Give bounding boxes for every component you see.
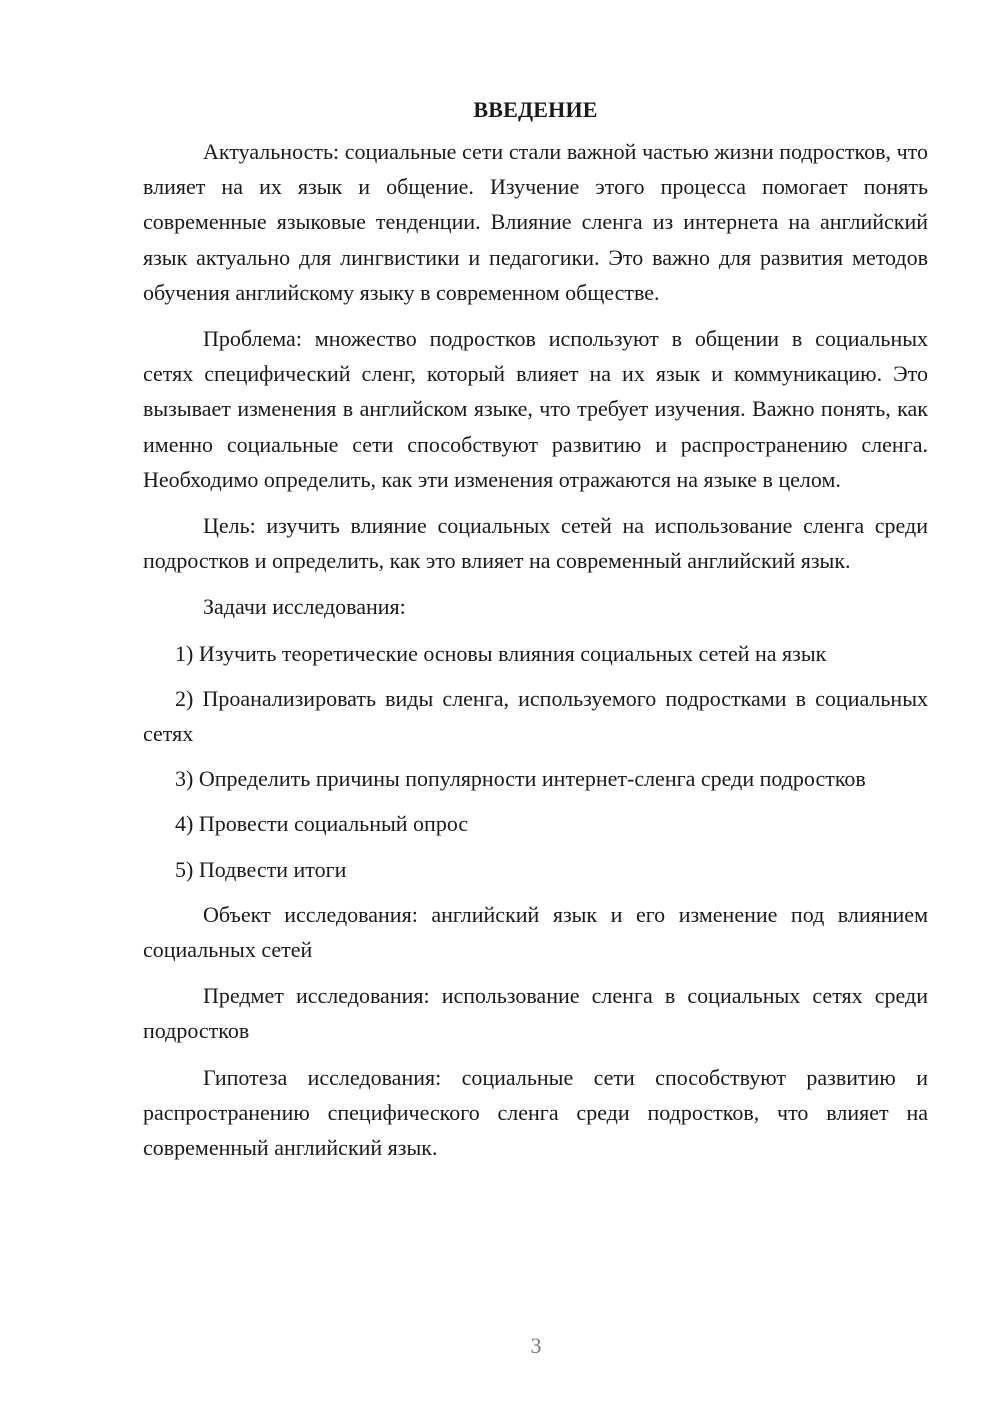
task-item-4: 4) Провести социальный опрос [175,811,469,837]
task-item-1: 1) Изучить теоретические основы влияния социальных сетей на язык [175,640,827,666]
goal-paragraph: Цель: изучить влияние социальных сетей на использование сленга среди подростков и определить, как это влияет на современный английский язык. [143,513,928,574]
page-number: 3 [530,1333,542,1358]
section-title: ВВЕДЕНИЕ [473,97,598,122]
object-paragraph: Объект исследования: английский язык и его изменение под влиянием социальных сетей [143,901,928,963]
hypothesis-paragraph: Гипотеза исследования: социальные сети способствуют развитию и распространению специфического сленга среди подростков, что влияет на современный английский язык. [143,1064,928,1161]
relevance-paragraph: Актуальность: социальные сети стали важной частью жизни подростков, что влияет на их язык и общение. Изучение этого процесса помогает понять современные языковые тенденции. Влияние сленга из интернета на английский язык актуально для лингвистики и педагогики. Это важно для развития методов обучения английскому языку в современном обществе. [143,139,928,305]
problem-paragraph: Проблема: множество подростков используют в общении в социальных сетях специфический сленг, который влияет на их язык и коммуникацию. Это вызывает изменения в английском языке, что требует изучения. Важно понять, как именно социальные сети способствуют развитию и распространению сленга. Необходимо определить, как эти изменения отражаются на языке в целом. [143,326,928,492]
page-content [143,92,928,1176]
subject-paragraph: Предмет исследования: использование сленга в социальных сетях среди подростков [143,983,928,1044]
tasks-heading: Задачи исследования: [203,594,406,620]
task-item-3: 3) Определить причины популярности интернет-сленга среди подростков [175,766,866,792]
task-item-5: 5) Подвести итоги [175,856,347,882]
task-item-2: 2) Проанализировать виды сленга, используемого подростками в социальных сетях [143,685,928,747]
